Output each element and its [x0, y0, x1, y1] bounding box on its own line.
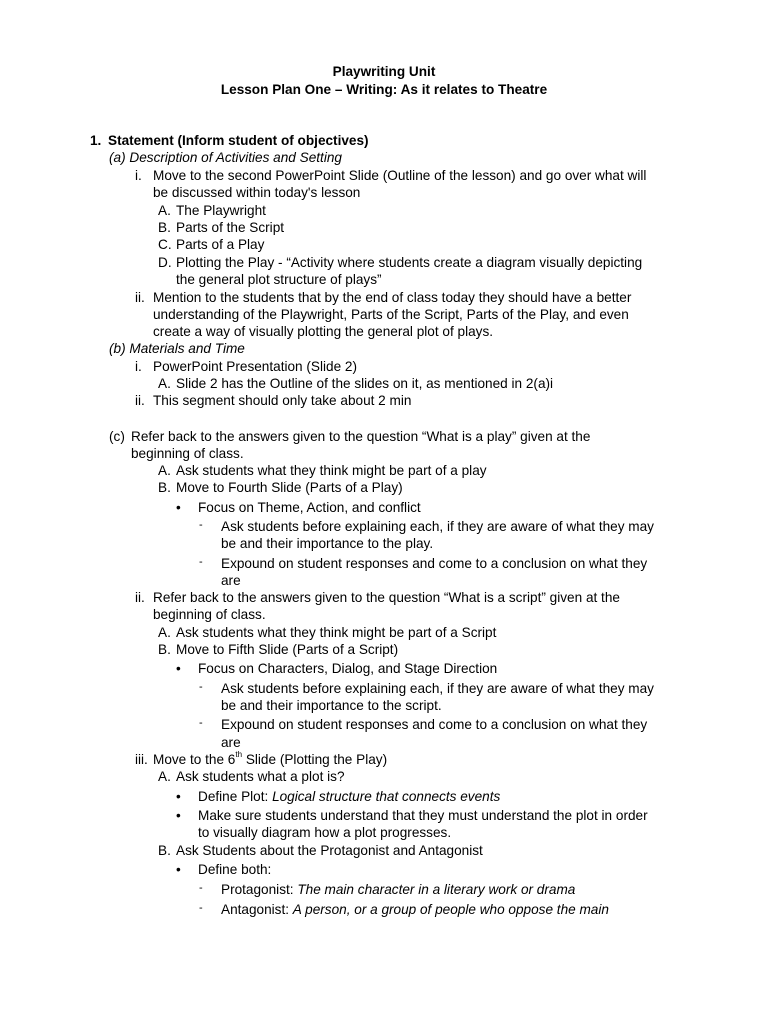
item-text: Mention to the students that by the end of class today they should have a better [153, 290, 632, 305]
item-text-part: Move to the 6 [153, 752, 236, 767]
item-text: Parts of a Play [176, 237, 265, 252]
item-marker: A. [158, 769, 171, 784]
document-subtitle: Lesson Plan One – Writing: As it relates to Theatre [220, 82, 548, 97]
item-text: Slide 2 has the Outline of the slides on it, as mentioned in 2(a)i [176, 376, 554, 391]
item-text: Move to Fifth Slide (Parts of a Script) [176, 642, 399, 657]
subsection-a-heading: (a) Description of Activities and Setting [109, 150, 342, 165]
item-text: Move to the second PowerPoint Slide (Outline of the lesson) and go over what will [153, 168, 647, 183]
item-marker: B. [158, 843, 171, 858]
item-text-continued: create a way of visually plotting the general plot of plays. [153, 324, 494, 339]
item-text: Ask students before explaining each, if they are aware of what they may [221, 681, 654, 696]
item-text: Ask students what they think might be part of a Script [176, 625, 497, 640]
bullet-icon: • [176, 808, 181, 823]
item-text [198, 789, 500, 805]
item-text-continued: are [221, 573, 241, 588]
item-text: Make sure students understand that they must understand the plot in order [198, 808, 648, 823]
item-text: Ask students what a plot is? [176, 769, 345, 784]
item-text-continued: are [221, 735, 241, 750]
item-marker: A. [158, 463, 171, 478]
item-marker: iii. [135, 752, 148, 767]
item-text-part: Slide (Plotting the Play) [242, 752, 388, 767]
dash-icon: - [199, 902, 203, 914]
item-text: Refer back to the answers given to the question “What is a script” given at the [153, 590, 620, 605]
item-text: Ask Students about the Protagonist and Antagonist [176, 843, 483, 858]
item-text: This segment should only take about 2 min [153, 393, 412, 408]
item-text-continued: understanding of the Playwright, Parts of the Script, Parts of the Play, and even [153, 307, 629, 322]
item-marker: D. [158, 255, 172, 270]
item-text-continued: beginning of class. [131, 446, 244, 461]
definition-label: Define Plot: [198, 789, 273, 804]
section-number: 1. [90, 133, 102, 148]
item-text [221, 902, 609, 918]
dash-icon: - [199, 882, 203, 894]
dash-icon: - [199, 556, 203, 568]
item-text: The Playwright [176, 203, 266, 218]
bullet-icon: • [176, 500, 181, 515]
item-marker: A. [158, 376, 171, 391]
item-text: Expound on student responses and come to a conclusion on what they [221, 556, 648, 571]
definition-text: The main character in a literary work or drama [297, 882, 576, 897]
definition-text: Logical structure that connects events [272, 789, 501, 804]
bullet-icon: • [176, 661, 181, 676]
item-text: Ask students before explaining each, if they are aware of what they may [221, 519, 654, 534]
item-marker: A. [158, 203, 171, 218]
item-marker: (c) [109, 429, 125, 444]
section-title: Statement (Inform student of objectives) [108, 133, 369, 148]
item-marker: B. [158, 480, 171, 495]
item-text: Define both: [198, 862, 272, 877]
bullet-icon: • [176, 789, 181, 804]
item-text: Parts of the Script [176, 220, 285, 235]
dash-icon: - [199, 717, 203, 729]
bullet-icon: • [176, 862, 181, 877]
item-text: Focus on Characters, Dialog, and Stage Direction [198, 661, 498, 676]
item-text: Refer back to the answers given to the question “What is a play” given at the [131, 429, 591, 444]
item-text-continued: be and their importance to the script. [221, 698, 442, 713]
item-text-continued: to visually diagram how a plot progresses. [198, 825, 452, 840]
item-text [221, 882, 575, 898]
item-text-continued: be and their importance to the play. [221, 536, 434, 551]
item-marker: ii. [135, 290, 145, 305]
item-text: Ask students what they think might be part of a play [176, 463, 487, 478]
definition-label: Protagonist: [221, 882, 298, 897]
item-text: Focus on Theme, Action, and conflict [198, 500, 421, 515]
item-marker: B. [158, 642, 171, 657]
item-marker: A. [158, 625, 171, 640]
item-marker: B. [158, 220, 171, 235]
item-text: Expound on student responses and come to a conclusion on what they [221, 717, 648, 732]
item-text: Move to Fourth Slide (Parts of a Play) [176, 480, 403, 495]
superscript: th [235, 750, 243, 760]
item-text: Plotting the Play - “Activity where students create a diagram visually depicting [176, 255, 643, 270]
item-marker: i. [135, 359, 142, 374]
dash-icon: - [199, 681, 203, 693]
document-title: Playwriting Unit [332, 64, 436, 79]
item-marker: i. [135, 168, 142, 183]
item-text [153, 752, 387, 768]
definition-label: Antagonist: [221, 902, 293, 917]
subsection-b-heading: (b) Materials and Time [109, 341, 245, 356]
item-text-continued: the general plot structure of plays” [176, 272, 382, 287]
item-text: PowerPoint Presentation (Slide 2) [153, 359, 358, 374]
dash-icon: - [199, 519, 203, 531]
definition-text: A person, or a group of people who oppose the main [292, 902, 609, 917]
item-text-continued: beginning of class. [153, 607, 266, 622]
item-marker: ii. [135, 393, 145, 408]
item-text-continued: be discussed within today's lesson [153, 185, 361, 200]
item-marker: ii. [135, 590, 145, 605]
item-marker: C. [158, 237, 172, 252]
